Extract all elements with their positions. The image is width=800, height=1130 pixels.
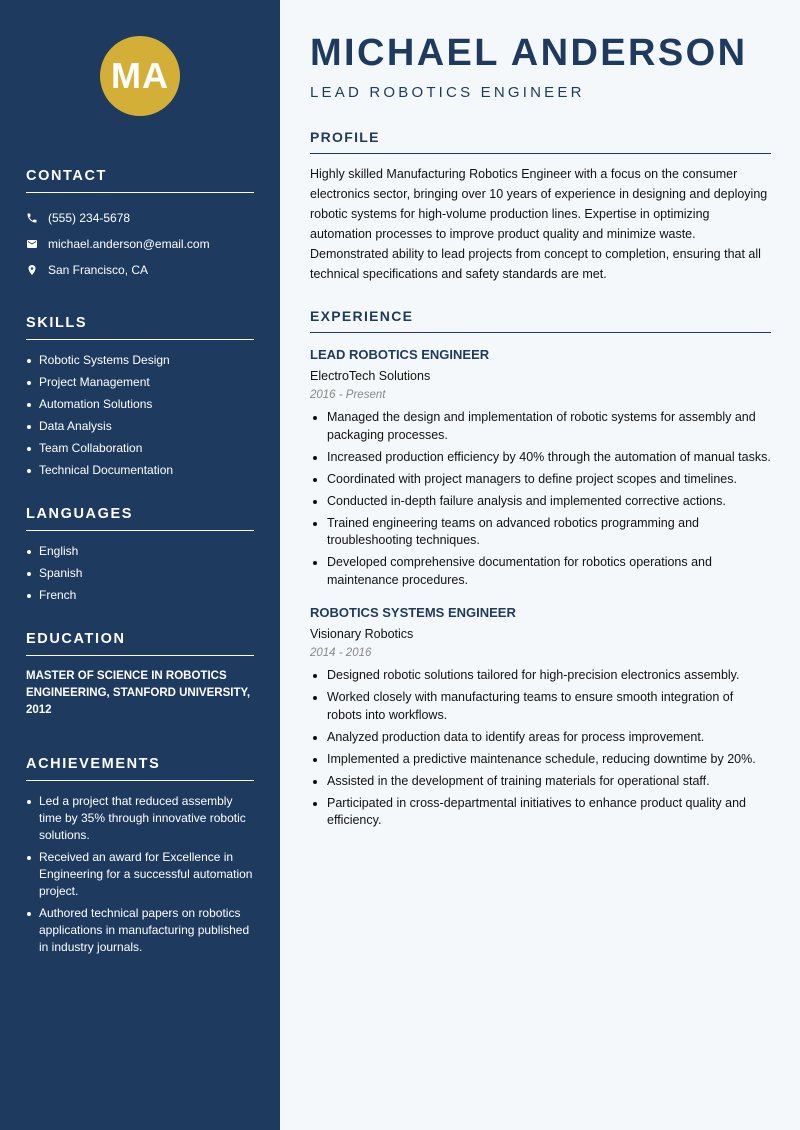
email-text: michael.anderson@email.com — [48, 237, 210, 251]
location-pin-icon — [26, 264, 38, 276]
list-item: Coordinated with project managers to define project scopes and timelines. — [310, 471, 771, 489]
list-item: Managed the design and implementation of robotic systems for assembly and packaging processes. — [310, 409, 771, 444]
list-item: Analyzed production data to identify areas for process improvement. — [310, 729, 771, 747]
sidebar — [0, 0, 280, 1130]
job-entry — [310, 605, 771, 830]
education-section — [26, 631, 254, 719]
job-bullets — [310, 667, 771, 830]
phone-icon — [26, 212, 38, 224]
education-heading: EDUCATION — [26, 631, 254, 656]
full-name: MICHAEL ANDERSON — [310, 32, 748, 74]
phone-text: (555) 234-5678 — [48, 211, 131, 225]
skills-heading: SKILLS — [26, 315, 254, 340]
achievements-heading: ACHIEVEMENTS — [26, 756, 254, 781]
list-item: Worked closely with manufacturing teams to ensure smooth integration of robots into workflows. — [310, 689, 771, 724]
avatar-initials: MA — [111, 55, 169, 96]
job-dates: 2014 - 2016 — [310, 647, 372, 659]
profile-heading: PROFILE — [310, 129, 771, 154]
job-role: LEAD ROBOTICS ENGINEER — [310, 84, 585, 101]
experience-heading: EXPERIENCE — [310, 308, 771, 333]
list-item: Increased production efficiency by 40% through the automation of manual tasks. — [310, 449, 771, 467]
achievements-section — [26, 756, 254, 956]
job-title: LEAD ROBOTICS ENGINEER — [310, 347, 490, 362]
skills-section — [26, 315, 254, 479]
languages-section — [26, 506, 254, 604]
list-item: Received an award for Excellence in Engineering for a successful automation project. — [26, 849, 254, 900]
languages-list — [26, 543, 254, 604]
job-dates: 2016 - Present — [310, 389, 386, 401]
list-item: Developed comprehensive documentation for robotics operations and maintenance procedures. — [310, 554, 771, 589]
achievements-list — [26, 793, 254, 956]
list-item: Participated in cross-departmental initiatives to enhance product quality and efficiency. — [310, 795, 771, 830]
list-item: Authored technical papers on robotics applications in manufacturing published in industry journals. — [26, 905, 254, 956]
job-bullets — [310, 409, 771, 589]
list-item: French — [26, 587, 254, 604]
company-name: Visionary Robotics — [310, 627, 414, 641]
languages-heading: LANGUAGES — [26, 506, 254, 531]
list-item: Automation Solutions — [26, 396, 254, 413]
contact-location — [26, 257, 254, 283]
list-item: Project Management — [26, 374, 254, 391]
list-item: Technical Documentation — [26, 462, 254, 479]
list-item: Trained engineering teams on advanced robotics programming and troubleshooting techniques. — [310, 515, 771, 550]
skills-list — [26, 352, 254, 479]
list-item: Assisted in the development of training materials for operational staff. — [310, 773, 771, 791]
profile-text: Highly skilled Manufacturing Robotics Engineer with a focus on the consumer electronics sector, bringing over 10 years of experience in designing and deploying robotic systems for high-volume production lines. Expertise in optimizing automation processes to improve product quality and minimize waste. Demonstrated ability to lead projects from concept to completion, ensuring that all technical specifications and safety standards are met. — [310, 167, 768, 281]
contact-section — [26, 168, 254, 283]
education-text: MASTER OF SCIENCE IN ROBOTICS ENGINEERING, STANFORD UNIVERSITY, 2012 — [26, 670, 251, 716]
job-title: ROBOTICS SYSTEMS ENGINEER — [310, 605, 516, 620]
list-item: Led a project that reduced assembly time by 35% through innovative robotic solutions. — [26, 793, 254, 844]
list-item: Designed robotic solutions tailored for high-precision electronics assembly. — [310, 667, 771, 685]
main-content — [310, 30, 771, 834]
list-item: Robotic Systems Design — [26, 352, 254, 369]
job-entry — [310, 347, 771, 589]
contact-phone — [26, 205, 254, 231]
list-item: Conducted in-depth failure analysis and implemented corrective actions. — [310, 493, 771, 511]
contact-heading: CONTACT — [26, 168, 254, 193]
mail-icon — [26, 238, 38, 250]
list-item: Team Collaboration — [26, 440, 254, 457]
list-item: Spanish — [26, 565, 254, 582]
avatar — [100, 36, 180, 116]
list-item: English — [26, 543, 254, 560]
list-item: Data Analysis — [26, 418, 254, 435]
contact-email — [26, 231, 254, 257]
company-name: ElectroTech Solutions — [310, 369, 431, 383]
location-text: San Francisco, CA — [48, 263, 149, 277]
list-item: Implemented a predictive maintenance schedule, reducing downtime by 20%. — [310, 751, 771, 769]
